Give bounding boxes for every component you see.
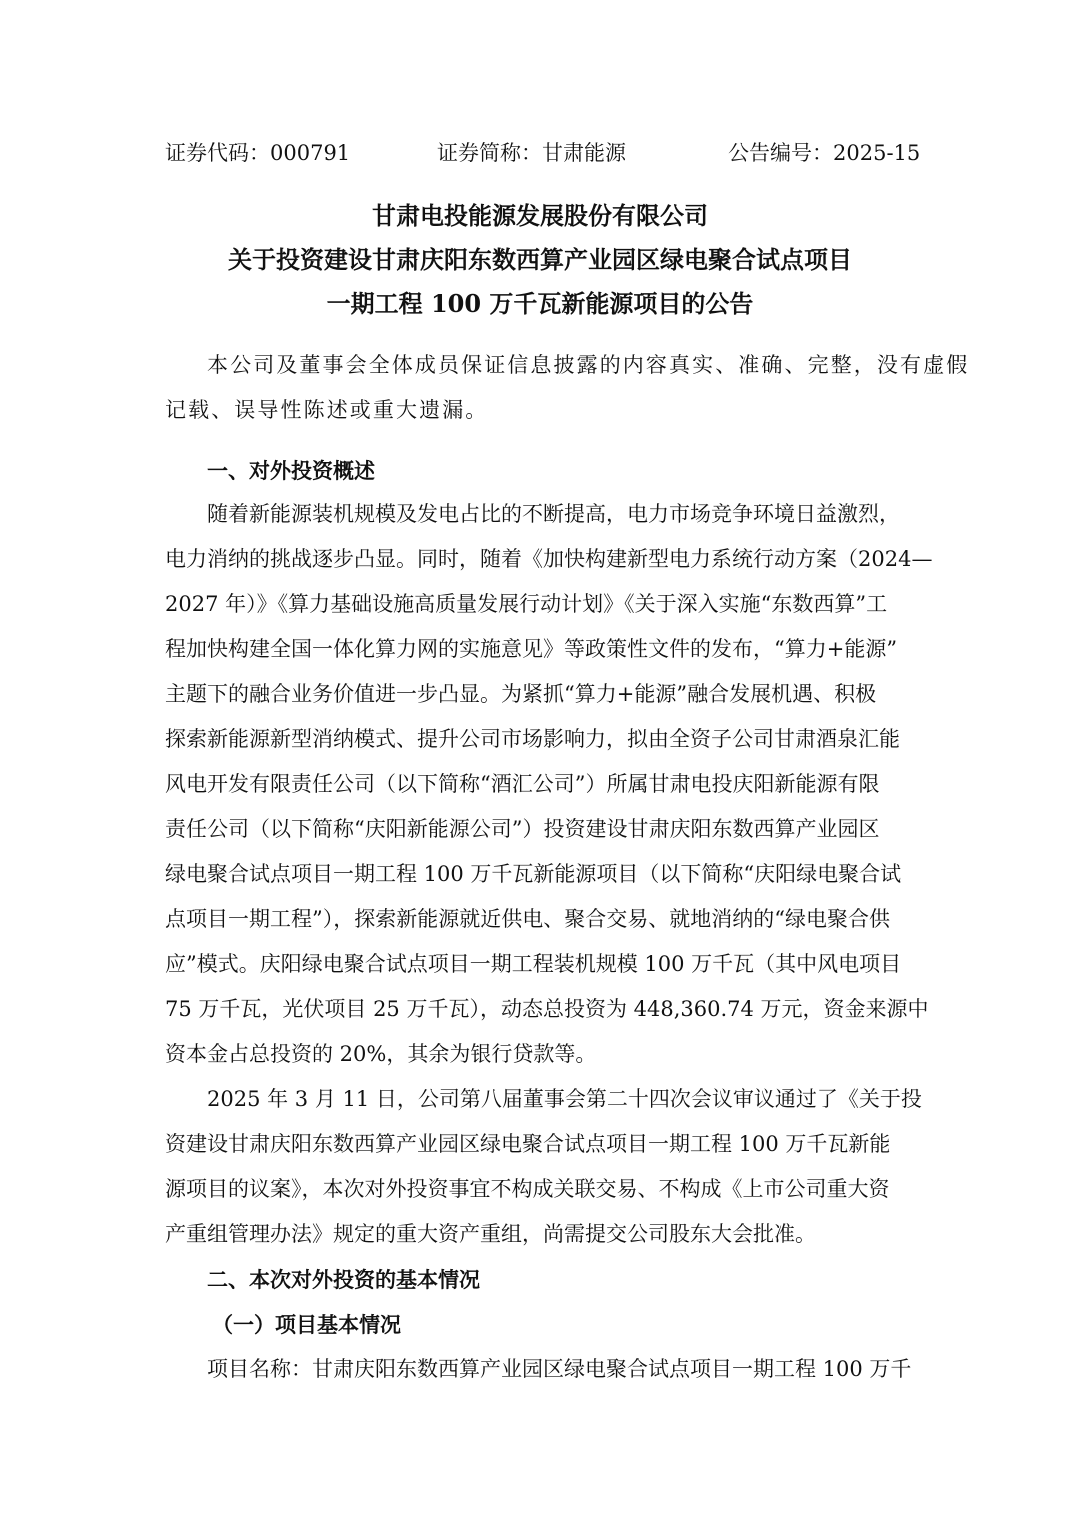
paragraph-line: 产重组管理办法》规定的重大资产重组，尚需提交公司股东大会批准。 [165,1222,816,1246]
subsection-heading: （一）项目基本情况 [212,1312,401,1337]
paragraph-line: 项目名称：甘肃庆阳东数西算产业园区绿电聚合试点项目一期工程 100 万千 [207,1357,912,1381]
paragraph-line: 随着新能源装机规模及发电占比的不断提高，电力市场竞争环境日益激烈， [207,502,900,526]
paragraph-line: 资建设甘肃庆阳东数西算产业园区绿电聚合试点项目一期工程 100 万千瓦新能 [165,1132,891,1156]
document-title [0,194,1080,326]
paragraph-line: 风电开发有限责任公司（以下简称“酒汇公司”）所属甘肃电投庆阳新能源有限 [165,772,880,796]
stock-name: 证券简称：甘肃能源 [437,141,626,165]
paragraph-line: 点项目一期工程”），探索新能源就近供电、聚合交易、就地消纳的“绿电聚合供 [165,907,890,931]
announcement-header [0,138,1080,168]
title-line-2: 关于投资建设甘肃庆阳东数西算产业园区绿电聚合试点项目 [228,245,852,274]
paragraph-line: 电力消纳的挑战逐步凸显。同时，随着《加快构建新型电力系统行动方案（2024— [165,547,933,571]
paragraph-line: 2025 年 3 月 11 日，公司第八届董事会第二十四次会议审议通过了《关于投 [207,1087,922,1111]
paragraph-line: 2027 年）》《算力基础设施高质量发展行动计划》《关于深入实施“东数西算”工 [165,592,888,616]
paragraph-line: 75 万千瓦，光伏项目 25 万千瓦），动态总投资为 448,360.74 万元，资金来源中 [165,997,929,1021]
statement-line: 记载、误导性陈述或重大遗漏。 [165,398,489,422]
paragraph-line: 责任公司（以下简称“庆阳新能源公司”）投资建设甘肃庆阳东数西算产业园区 [165,817,880,841]
stock-code: 证券代码：000791 [165,141,351,165]
paragraph-line: 绿电聚合试点项目一期工程 100 万千瓦新能源项目（以下简称“庆阳绿电聚合试 [165,862,902,886]
paragraph-line: 主题下的融合业务价值进一步凸显。为紧抓“算力+能源”融合发展机遇、积极 [165,682,877,706]
title-line-3: 一期工程 100 万千瓦新能源项目的公告 [326,289,754,318]
paragraph-line: 探索新能源新型消纳模式、提升公司市场影响力，拟由全资子公司甘肃酒泉汇能 [165,727,900,751]
paragraph-line: 程加快构建全国一体化算力网的实施意见》等政策性文件的发布，“算力+能源” [165,637,898,661]
section-heading-2: 二、本次对外投资的基本情况 [207,1267,480,1292]
paragraph-line: 资本金占总投资的 20%，其余为银行贷款等。 [165,1042,597,1066]
title-line-1: 甘肃电投能源发展股份有限公司 [372,201,708,230]
paragraph-line: 应”模式。庆阳绿电聚合试点项目一期工程装机规模 100 万千瓦（其中风电项目 [165,952,902,976]
statement-line: 本公司及董事会全体成员保证信息披露的内容真实、准确、完整，没有虚假 [207,353,970,377]
paragraph-line: 源项目的议案》，本次对外投资事宜不构成关联交易、不构成《上市公司重大资 [165,1177,890,1201]
notice-number: 公告编号：2025-15 [728,141,921,165]
section-heading-1: 一、对外投资概述 [207,458,375,483]
